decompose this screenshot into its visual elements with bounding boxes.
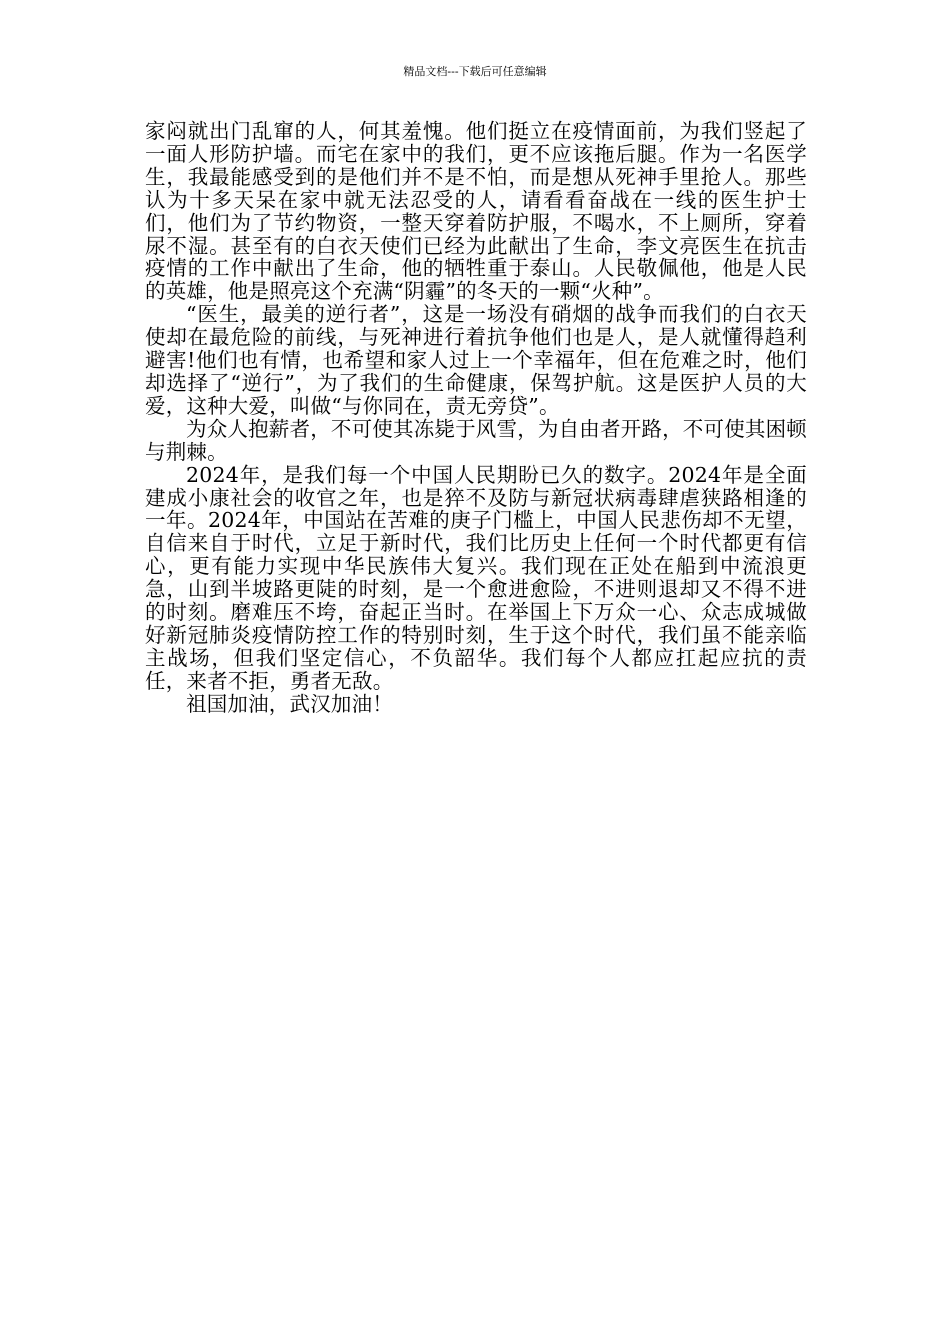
document-body [145,120,807,716]
page-header: 精品文档---下载后可任意编辑 [403,65,547,78]
paragraph: 2024年，是我们每一个中国人民期盼已久的数字。2024年是全面建成小康社会的收官之年，也是猝不及防与新冠状病毒肆虐狭路相逢的一年。2024年，中国站在苦难的庚子门槛上，中国人民悲伤却不无望，自信来自于时代，立足于新时代，我们比历史上任何一个时代都更有信心，更有能力实现中华民族伟大复兴。我们现在正处在船到中流浪更急，山到半坡路更陡的时刻，是一个愈进愈险，不进则退却又不得不进的时刻。磨难压不垮，奋起正当时。在举国上下万众一心、众志成城做好新冠肺炎疫情防控工作的特别时刻，生于这个时代，我们虽不能亲临主战场，但我们坚定信心，不负韶华。我们每个人都应扛起应抗的责任，来者不拒，勇者无敌。 [145,462,807,693]
paragraph: “医生，最美的逆行者”，这是一场没有硝烟的战争而我们的白衣天使却在最危险的前线，与死神进行着抗争他们也是人，是人就懂得趋利避害!他们也有情，也希望和家人过上一个幸福年，但在危难之时，他们却选择了“逆行”，为了我们的生命健康，保驾护航。这是医护人员的大爱，这种大爱，叫做“与你同在，责无旁贷”。 [145,302,807,418]
paragraph: 祖国加油，武汉加油！ [186,691,393,716]
paragraph: 家闷就出门乱窜的人，何其羞愧。他们挺立在疫情面前，为我们竖起了一面人形防护墙。而宅在家中的我们，更不应该拖后腿。作为一名医学生，我最能感受到的是他们并不是不怕，而是想从死神手里抢人。那些认为十多天呆在家中就无法忍受的人，请看看奋战在一线的医生护士们，他们为了节约物资，一整天穿着防护服，不喝水，不上厕所，穿着尿不湿。甚至有的白衣天使们已经为此献出了生命，李文亮医生在抗击疫情的工作中献出了生命，他的牺牲重于泰山。人民敬佩他，他是人民的英雄，他是照亮这个充满“阴霾”的冬天的一颗“火种”。 [145,119,807,304]
paragraph: 为众人抱薪者，不可使其冻毙于风雪，为自由者开路，不可使其困顿与荆棘。 [145,416,807,464]
